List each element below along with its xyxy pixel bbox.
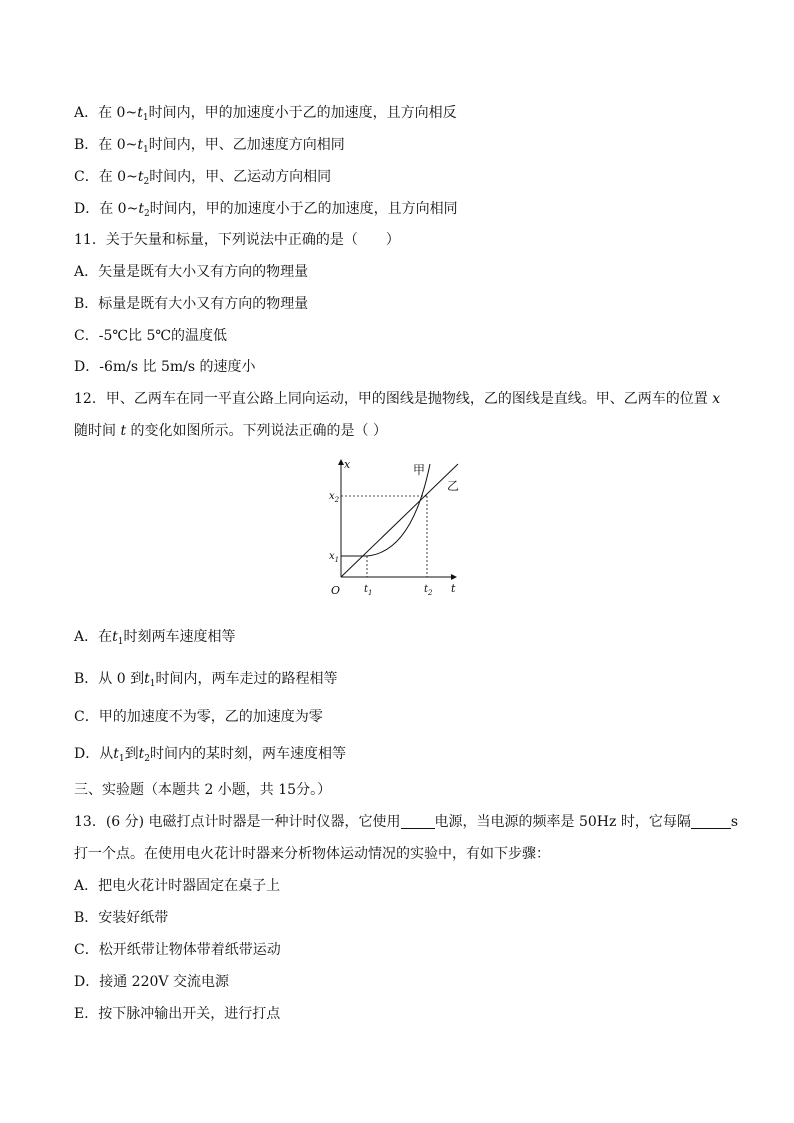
q12-option-b: B．从 0 到$t_1$时间内，两车走过的路程相等 (74, 671, 338, 689)
q13-step-a: A．把电火花计时器固定在桌子上 (74, 878, 281, 894)
jia-label: 甲 (413, 463, 426, 477)
q11-option-a: A．矢量是既有大小又有方向的物理量 (74, 264, 309, 280)
t1-label: $t_1$ (364, 584, 373, 597)
q12-stem-line1: 12．甲、乙两车在同一平直公路上同向运动，甲的图线是抛物线，乙的图线是直线。甲、乙两车的位置 x (74, 391, 721, 407)
q10-option-d: D．在 $0\sim t_2$时间内，甲的加速度小于乙的加速度，且方向相同 (74, 201, 458, 219)
y-axis-label: x (344, 458, 351, 471)
q13-blank-power[interactable] (401, 814, 435, 829)
q12-option-d: D．从$t_1$到$t_2$时间内的某时刻，两车速度相等 (74, 746, 346, 764)
q13-step-b: B．安装好纸带 (74, 910, 169, 926)
q10-option-b: B．在 $0\sim t_1$时间内，甲、乙加速度方向相同 (74, 137, 345, 155)
x1-label: $x_1$ (329, 551, 340, 564)
q12-option-c: C．甲的加速度不为零，乙的加速度为零 (74, 709, 323, 725)
x-t-graph-figure (320, 452, 470, 602)
q13-line1: 13．(6 分) 电磁打点计时器是一种计时仪器，它使用 电源，当电源的频率是 50Hz 时，它每隔 s (74, 814, 739, 830)
q11-stem: 11．关于矢量和标量，下列说法中正确的是（ ） (74, 232, 400, 248)
section-3-title: 三、实验题（本题共 2 小题，共 15分。） (74, 782, 332, 798)
line-yi (341, 464, 458, 577)
q11-option-d: D．-6m/s 比 5m/s 的速度小 (74, 359, 256, 375)
q11-option-c: C．-5℃比 5℃的温度低 (74, 328, 228, 344)
q10-option-a: A．在 $0\sim t_1$时间内，甲的加速度小于乙的加速度，且方向相反 (74, 105, 457, 123)
q13-step-d: D．接通 220V 交流电源 (74, 974, 229, 990)
q12-stem-line2: 随时间 t 的变化如图所示。下列说法正确的是（ ） (74, 423, 387, 439)
yi-label: 乙 (447, 479, 460, 493)
x2-label: $x_2$ (329, 491, 340, 504)
q10-option-c: C．在 $0\sim t_2$时间内，甲、乙运动方向相同 (74, 169, 332, 187)
t2-label: $t_2$ (424, 584, 433, 597)
q11-option-b: B．标量是既有大小又有方向的物理量 (74, 296, 309, 312)
q13-step-e: E．按下脉冲输出开关，进行打点 (74, 1006, 281, 1022)
q13-line2: 打一个点。在使用电火花计时器来分析物体运动情况的实验中，有如下步骤： (74, 846, 550, 862)
origin-label: O (331, 584, 341, 597)
curve-jia (341, 464, 430, 556)
q12-option-a: A．在$t_1$时刻两车速度相等 (74, 629, 236, 647)
q13-blank-interval[interactable] (691, 814, 731, 829)
q13-step-c: C．松开纸带让物体带着纸带运动 (74, 942, 281, 958)
x-axis-label: t (451, 582, 456, 595)
